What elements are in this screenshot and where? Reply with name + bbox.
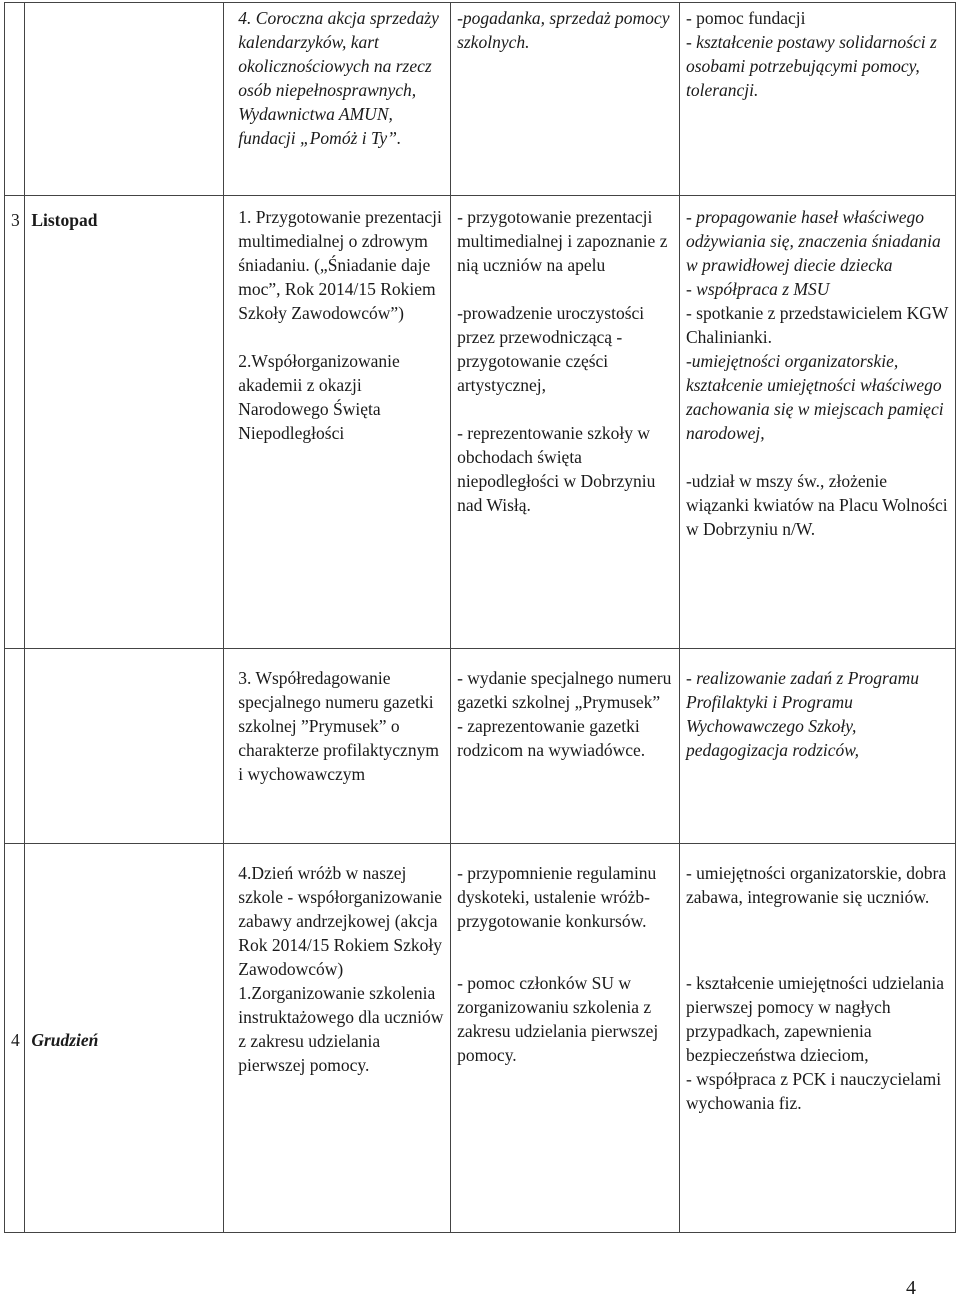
method-item: - wydanie specjalnego numeru gazetki szkolnej „Prymusek” — [457, 668, 672, 712]
task-item: 1. Przygotowanie prezentacji multimedialnej o zdrowym śniadaniu. („Śniadanie daje moc”, Rok 2014/15 Rokiem Szkoły Zawodowców”) — [238, 207, 442, 323]
month-cell — [25, 649, 224, 844]
effects-cell — [679, 844, 955, 1233]
row-number: 4 — [5, 844, 25, 1233]
table-row — [5, 196, 956, 649]
effect-item: - spotkanie z przedstawicielem KGW Chalinianki. — [685, 303, 949, 347]
effect-item: - kształcenie postawy solidarności z osobami potrzebującymi pomocy, tolerancji. — [685, 32, 937, 100]
task-item: 2.Współorganizowanie akademii z okazji Narodowego Święta Niepodległości — [238, 351, 400, 443]
row-number: 3 — [5, 196, 25, 649]
effect-item: - umiejętności organizatorskie, dobra zabawa, integrowanie się uczniów. — [685, 863, 947, 907]
method-item: - przypomnienie regulaminu dyskoteki, ustalenie wróżb-przygotowanie konkursów. — [457, 863, 657, 931]
task-item: 3. Współredagowanie specjalnego numeru gazetki szkolnej ”Prymusek” o charakterze profilaktycznym i wychowawczym — [238, 668, 439, 784]
tasks-cell — [224, 844, 451, 1233]
methods-cell — [451, 3, 680, 196]
method-item: - zaprezentowanie gazetki rodzicom na wywiadówce. — [457, 716, 646, 760]
method-item: -pogadanka, sprzedaż pomocy szkolnych. — [457, 8, 670, 52]
effect-item: - kształcenie umiejętności udzielania pierwszej pomocy w nagłych przypadkach, zapewnienia bezpieczeństwa dzieciom, — [685, 973, 944, 1065]
effect-item: - współpraca z PCK i nauczycielami wychowania fiz. — [685, 1069, 942, 1113]
task-item: 4. Coroczna akcja sprzedaży kalendarzyków, kart okolicznościowych na rzecz osób niepełnosprawnych, Wydawnictwa AMUN, fundacji „Pomóż i Ty”. — [238, 8, 439, 148]
effect-item: - propagowanie haseł właściwego odżywiania się, znaczenia śniadania w prawidłowej diecie dziecka — [685, 207, 941, 275]
effect-item: -udział w mszy św., złożenie wiązanki kwiatów na Placu Wolności w Dobrzyniu n/W. — [685, 471, 948, 539]
table-row — [5, 649, 956, 844]
effect-item: - realizowanie zadań z Programu Profilaktyki i Programu Wychowawczego Szkoły, pedagogizacja rodziców, — [685, 668, 919, 760]
effects-cell — [679, 3, 955, 196]
month-cell: Listopad — [25, 196, 224, 649]
methods-cell — [451, 196, 680, 649]
activity-plan-table — [4, 2, 956, 1233]
table-row — [5, 3, 956, 196]
row-number — [5, 649, 25, 844]
method-item: - reprezentowanie szkoły w obchodach święta niepodległości w Dobrzyniu nad Wisłą. — [457, 423, 656, 515]
page-number: 4 — [906, 1277, 916, 1299]
row-number — [5, 3, 25, 196]
task-item: 1.Zorganizowanie szkolenia instruktażowego dla uczniów z zakresu udzielania pierwszej pomocy. — [238, 983, 444, 1075]
method-item: - pomoc członków SU w zorganizowaniu szkolenia z zakresu udzielania pierwszej pomocy. — [457, 973, 659, 1065]
effect-item: - pomoc fundacji — [685, 8, 806, 28]
month-cell — [25, 3, 224, 196]
effects-cell — [679, 196, 955, 649]
method-item: -prowadzenie uroczystości przez przewodniczącą -przygotowanie części artystycznej, — [457, 303, 645, 395]
effect-item: -umiejętności organizatorskie, kształcenie umiejętności właściwego zachowania się w miejscach pamięci narodowej, — [685, 351, 944, 443]
tasks-cell — [224, 3, 451, 196]
month-cell: Grudzień — [25, 844, 224, 1233]
table-row — [5, 844, 956, 1233]
methods-cell — [451, 844, 680, 1233]
tasks-cell — [224, 649, 451, 844]
methods-cell — [451, 649, 680, 844]
effect-item: - współpraca z MSU — [685, 279, 830, 299]
tasks-cell — [224, 196, 451, 649]
effects-cell — [679, 649, 955, 844]
method-item: - przygotowanie prezentacji multimedialnej i zapoznanie z nią uczniów na apelu — [457, 207, 668, 275]
task-item: 4.Dzień wróżb w naszej szkole - współorganizowanie zabawy andrzejkowej (akcja Rok 2014/15 Rokiem Szkoły Zawodowców) — [238, 863, 443, 979]
